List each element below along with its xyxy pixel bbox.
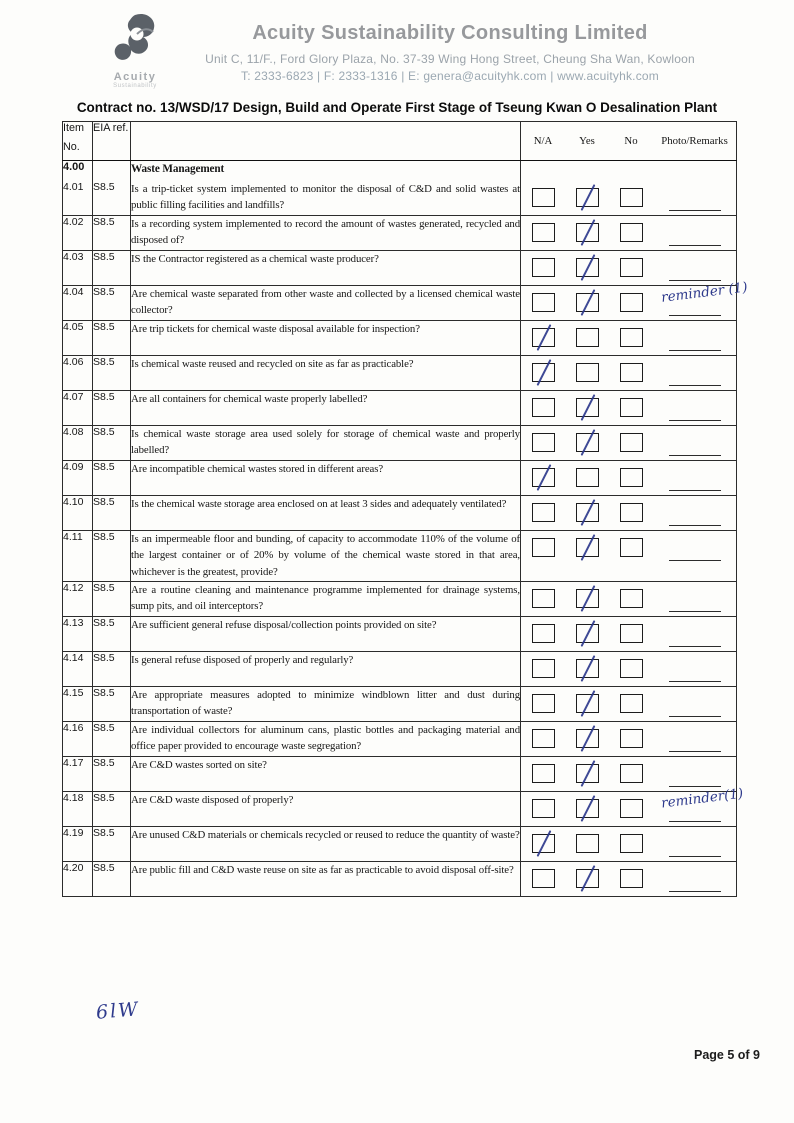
- row-question: Is an impermeable floor and bunding, of capacity to accommodate 110% of the volume of the largest container or of 20% by volume of the chemical waste stored in that area, whichever is the greatest, provide?: [131, 530, 521, 581]
- checkbox-no: [620, 433, 643, 452]
- checkbox-na: [532, 869, 555, 888]
- row-eia-ref: S8.5: [93, 651, 131, 686]
- checklist-rows: [63, 122, 749, 897]
- company-name: Acuity Sustainability Consulting Limited: [252, 22, 648, 44]
- checkbox-na: [532, 328, 555, 347]
- row-eia-ref: S8.5: [93, 425, 131, 460]
- remark-line: [669, 385, 721, 386]
- col-header-question: [131, 122, 521, 161]
- checkbox-yes: [576, 764, 599, 783]
- checkbox-no: [620, 293, 643, 312]
- row-eia-ref: S8.5: [93, 285, 131, 320]
- row-question: Is chemical waste storage area used solely for storage of chemical waste and properly labelled?: [131, 425, 521, 460]
- row-eia-ref: S8.5: [93, 390, 131, 425]
- row-item-no: 4.08: [63, 425, 93, 460]
- remark-line: [669, 455, 721, 456]
- checkbox-no: [620, 258, 643, 277]
- table-row: [63, 530, 737, 581]
- row-eia-ref: S8.5: [93, 495, 131, 530]
- row-question: Is general refuse disposed of properly and regularly?: [131, 651, 521, 686]
- checkbox-no: [620, 328, 643, 347]
- tick-mark: [580, 429, 595, 456]
- col-header-remarks: Photo/Remarks: [661, 134, 728, 147]
- row-eia-ref: S8.5: [93, 791, 131, 826]
- row-item-no: 4.09: [63, 460, 93, 495]
- row-question: Is chemical waste reused and recycled on site as far as practicable?: [131, 355, 521, 390]
- checkbox-no: [620, 729, 643, 748]
- tick-mark: [580, 655, 595, 682]
- tick-mark: [580, 620, 595, 647]
- checkbox-yes: [576, 589, 599, 608]
- table-row: [63, 390, 737, 425]
- tick-mark: [580, 534, 595, 561]
- table-row: [63, 495, 737, 530]
- checkbox-yes: [576, 188, 599, 207]
- row-item-no: 4.03: [63, 250, 93, 285]
- tick-mark: [580, 865, 595, 892]
- checkbox-yes: [576, 258, 599, 277]
- table-row: [63, 861, 737, 896]
- row-question: IS the Contractor registered as a chemical waste producer?: [131, 250, 521, 285]
- row-question: Are C&D waste disposed of properly?: [131, 791, 521, 826]
- row-item-no: 4.14: [63, 651, 93, 686]
- table-row: [63, 250, 737, 285]
- tick-mark: [580, 499, 595, 526]
- row-item-no: 4.04: [63, 285, 93, 320]
- row-eia-ref: S8.5: [93, 686, 131, 721]
- row-item-no: 4.12: [63, 581, 93, 616]
- remark-line: [669, 350, 721, 351]
- remark-line: [669, 490, 721, 491]
- row-question: Are unused C&D materials or chemicals recycled or reused to reduce the quantity of waste?: [131, 826, 521, 861]
- table-row: [63, 826, 737, 861]
- remark-line: [669, 560, 721, 561]
- checkbox-no: [620, 799, 643, 818]
- checkbox-no: [620, 468, 643, 487]
- col-header-na: N/A: [533, 134, 553, 147]
- col-header-no: No: [624, 134, 638, 147]
- table-row: [63, 791, 737, 826]
- checkbox-yes: [576, 659, 599, 678]
- tick-mark: [580, 289, 595, 316]
- checkbox-na: [532, 503, 555, 522]
- checkbox-yes: [576, 869, 599, 888]
- row-eia-ref: S8.5: [93, 215, 131, 250]
- checkbox-yes: [576, 694, 599, 713]
- tick-mark: [536, 324, 551, 351]
- checklist-table: [62, 121, 749, 897]
- remark-line: [669, 681, 721, 682]
- checkbox-na: [532, 624, 555, 643]
- row-item-no: 4.02: [63, 215, 93, 250]
- col-header-eia-ref: EIA ref.: [93, 122, 131, 161]
- checkbox-yes: [576, 624, 599, 643]
- handwritten-note: 6lW: [95, 998, 141, 1024]
- checkbox-yes: [576, 223, 599, 242]
- row-item-no: 4.19: [63, 826, 93, 861]
- checkbox-na: [532, 799, 555, 818]
- tick-mark: [536, 830, 551, 857]
- row-question: Are public fill and C&D waste reuse on site as far as practicable to avoid disposal off-site?: [131, 861, 521, 896]
- row-question: Are chemical waste separated from other waste and collected by a licensed chemical waste collector?: [131, 285, 521, 320]
- checkbox-yes: [576, 538, 599, 557]
- page-number: Page 5 of 9: [694, 1048, 760, 1062]
- row-remark-text: reminder (1): [660, 278, 749, 306]
- company-address: Unit C, 11/F., Ford Glory Plaza, No. 37-39 Wing Hong Street, Cheung Sha Wan, Kowloon: [205, 52, 695, 66]
- remark-line: [669, 525, 721, 526]
- checkbox-no: [620, 834, 643, 853]
- section-item-no: 4.00: [63, 161, 93, 181]
- row-eia-ref: S8.5: [93, 355, 131, 390]
- tick-mark: [580, 760, 595, 787]
- row-item-no: 4.06: [63, 355, 93, 390]
- checkbox-na: [532, 188, 555, 207]
- table-row: [63, 756, 737, 791]
- checkbox-no: [620, 363, 643, 382]
- tick-mark: [580, 725, 595, 752]
- checkbox-no: [620, 223, 643, 242]
- checkbox-no: [620, 624, 643, 643]
- row-question: Are trip tickets for chemical waste disposal available for inspection?: [131, 320, 521, 355]
- tick-mark: [580, 690, 595, 717]
- checkbox-yes: [576, 799, 599, 818]
- row-eia-ref: S8.5: [93, 181, 131, 216]
- checkbox-na: [532, 293, 555, 312]
- checkbox-na: [532, 589, 555, 608]
- row-item-no: 4.05: [63, 320, 93, 355]
- checkbox-na: [532, 694, 555, 713]
- col-header-item-no: [63, 122, 92, 153]
- row-question: Are all containers for chemical waste properly labelled?: [131, 390, 521, 425]
- tick-mark: [580, 184, 595, 211]
- row-question: Is a trip-ticket system implemented to monitor the disposal of C&D and solid wastes at public filling facilities and landfills?: [131, 181, 521, 216]
- col-header-yes: Yes: [579, 134, 595, 147]
- checkbox-no: [620, 659, 643, 678]
- col-header-item-line1: Item: [63, 122, 84, 134]
- row-eia-ref: S8.5: [93, 721, 131, 756]
- table-row: [63, 215, 737, 250]
- remark-line: [669, 245, 721, 246]
- row-eia-ref: S8.5: [93, 530, 131, 581]
- remark-line: [669, 210, 721, 211]
- checkbox-na: [532, 398, 555, 417]
- checkbox-yes: [576, 363, 599, 382]
- checkbox-no: [620, 694, 643, 713]
- checkbox-yes: [576, 328, 599, 347]
- checkbox-no: [620, 503, 643, 522]
- row-item-no: 4.01: [63, 181, 93, 216]
- remark-line: [669, 716, 721, 717]
- tick-mark: [536, 359, 551, 386]
- logo-wordmark: Acuity: [113, 71, 157, 83]
- row-eia-ref: S8.5: [93, 320, 131, 355]
- section-eia-blank: [93, 161, 131, 181]
- checkbox-na: [532, 729, 555, 748]
- tick-mark: [580, 254, 595, 281]
- row-question: Are C&D wastes sorted on site?: [131, 756, 521, 791]
- table-row: [63, 355, 737, 390]
- checkbox-na: [532, 433, 555, 452]
- table-row: [63, 460, 737, 495]
- remark-line: [669, 420, 721, 421]
- row-item-no: 4.07: [63, 390, 93, 425]
- row-item-no: 4.10: [63, 495, 93, 530]
- remark-line: [669, 280, 721, 281]
- checkbox-yes: [576, 834, 599, 853]
- row-eia-ref: S8.5: [93, 250, 131, 285]
- checkbox-na: [532, 538, 555, 557]
- checkbox-no: [620, 188, 643, 207]
- remark-line: [669, 315, 721, 316]
- remark-line: [669, 786, 721, 787]
- table-row: [63, 320, 737, 355]
- tick-mark: [580, 394, 595, 421]
- remark-line: [669, 751, 721, 752]
- table-row: [63, 285, 737, 320]
- checkbox-no: [620, 589, 643, 608]
- checkbox-na: [532, 363, 555, 382]
- row-item-no: 4.20: [63, 861, 93, 896]
- checkbox-yes: [576, 398, 599, 417]
- section-row: [63, 161, 737, 181]
- letterhead: [140, 22, 760, 83]
- checkbox-na: [532, 258, 555, 277]
- table-row: [63, 721, 737, 756]
- checkbox-na: [532, 764, 555, 783]
- checkbox-no: [620, 538, 643, 557]
- checkbox-na: [532, 223, 555, 242]
- contract-title: Contract no. 13/WSD/17 Design, Build and Operate First Stage of Tseung Kwan O Desalination Plant: [76, 100, 718, 115]
- tick-mark: [580, 795, 595, 822]
- row-item-no: 4.15: [63, 686, 93, 721]
- checkbox-no: [620, 398, 643, 417]
- table-row: [63, 651, 737, 686]
- remark-line: [669, 611, 721, 612]
- checkbox-na: [532, 659, 555, 678]
- row-eia-ref: S8.5: [93, 826, 131, 861]
- section-answers-blank: [521, 161, 737, 181]
- section-title: Waste Management: [131, 161, 521, 181]
- checkbox-yes: [576, 729, 599, 748]
- tick-mark: [580, 585, 595, 612]
- checkbox-yes: [576, 433, 599, 452]
- table-row: [63, 425, 737, 460]
- tick-mark: [580, 219, 595, 246]
- answer-column-headers: [521, 122, 736, 156]
- tick-mark: [536, 464, 551, 491]
- checkbox-no: [620, 764, 643, 783]
- row-item-no: 4.18: [63, 791, 93, 826]
- checkbox-yes: [576, 503, 599, 522]
- row-question: Are appropriate measures adopted to minimize windblown litter and dust during transportation of waste?: [131, 686, 521, 721]
- row-eia-ref: S8.5: [93, 460, 131, 495]
- row-eia-ref: S8.5: [93, 861, 131, 896]
- table-row: [63, 616, 737, 651]
- logo-subtitle: Sustainability: [113, 83, 157, 89]
- table-row: [63, 581, 737, 616]
- checkbox-yes: [576, 468, 599, 487]
- row-item-no: 4.17: [63, 756, 93, 791]
- checkbox-yes: [576, 293, 599, 312]
- remark-line: [669, 821, 721, 822]
- row-question: Are individual collectors for aluminum cans, plastic bottles and packaging material and office paper provided to encourage waste segregation?: [131, 721, 521, 756]
- row-item-no: 4.13: [63, 616, 93, 651]
- row-question: Is the chemical waste storage area enclosed on at least 3 sides and adequately ventilated?: [131, 495, 521, 530]
- table-header-row: [63, 122, 737, 161]
- row-question: Are incompatible chemical wastes stored in different areas?: [131, 460, 521, 495]
- row-question: Are sufficient general refuse disposal/collection points provided on site?: [131, 616, 521, 651]
- row-remark-text: reminder(1): [660, 785, 745, 812]
- checkbox-no: [620, 869, 643, 888]
- row-eia-ref: S8.5: [93, 616, 131, 651]
- row-eia-ref: S8.5: [93, 756, 131, 791]
- remark-line: [669, 646, 721, 647]
- checkbox-na: [532, 468, 555, 487]
- col-header-item-line2: No.: [63, 141, 80, 153]
- row-question: Is a recording system implemented to record the amount of wastes generated, recycled and disposed of?: [131, 215, 521, 250]
- row-question: Are a routine cleaning and maintenance programme implemented for drainage systems, sump pits, and oil interceptors?: [131, 581, 521, 616]
- table-row: [63, 686, 737, 721]
- checkbox-na: [532, 834, 555, 853]
- remark-line: [669, 856, 721, 857]
- table-row: [63, 181, 737, 216]
- row-item-no: 4.16: [63, 721, 93, 756]
- row-eia-ref: S8.5: [93, 581, 131, 616]
- company-contact: T: 2333-6823 | F: 2333-1316 | E: genera@acuityhk.com | www.acuityhk.com: [241, 69, 659, 83]
- remark-line: [669, 891, 721, 892]
- row-item-no: 4.11: [63, 530, 93, 581]
